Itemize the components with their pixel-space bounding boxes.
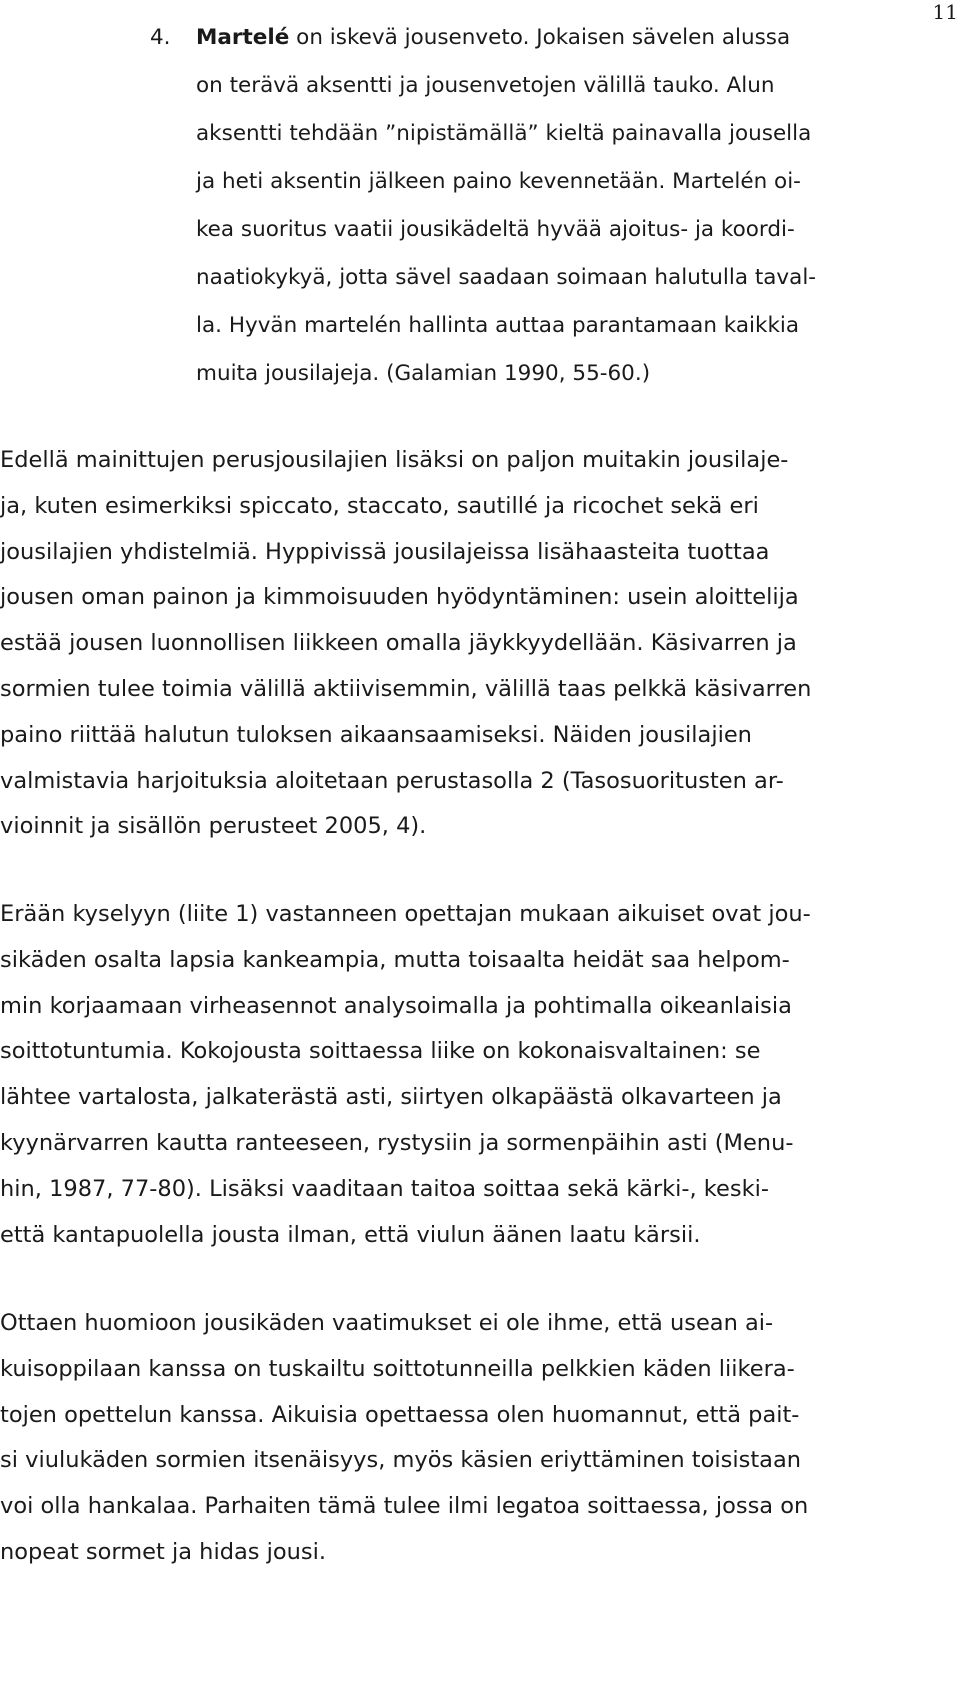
text-line: aksentti tehdään ”nipistämällä” kieltä painavalla jousella: [196, 121, 812, 146]
bold-term: Martelé: [196, 25, 290, 50]
text-line: lähtee vartalosta, jalkaterästä asti, siirtyen olkapäästä olkavarteen ja: [0, 1084, 782, 1111]
page-number: 11: [932, 0, 958, 24]
text-line: [196, 14, 936, 62]
text-line: min korjaamaan virheasennot analysoimalla ja pohtimalla oikeanlaisia: [0, 992, 792, 1019]
text-line: sikäden osalta lapsia kankeampia, mutta toisaalta heidät saa helpom-: [0, 946, 790, 973]
text-line: vioinnit ja sisällön perusteet 2005, 4).: [0, 813, 427, 840]
text-line: voi olla hankalaa. Parhaiten tämä tulee ilmi legatoa soittaessa, jossa on: [0, 1493, 809, 1520]
text-line: hin, 1987, 77-80). Lisäksi vaaditaan taitoa soittaa sekä kärki-, keski-: [0, 1175, 769, 1202]
text-line: nopeat sormet ja hidas jousi.: [0, 1538, 327, 1565]
text-line: tojen opettelun kanssa. Aikuisia opettaessa olen huomannut, että pait-: [0, 1401, 800, 1428]
text-line: on terävä aksentti ja jousenvetojen välillä tauko. Alun: [196, 73, 775, 98]
text-line: soittotuntumia. Kokojousta soittaessa liike on kokonaisvaltainen: se: [0, 1038, 761, 1065]
text-line: Edellä mainittujen perusjousilajien lisäksi on paljon muitakin jousilaje-: [0, 447, 789, 473]
list-item-number: 4.: [150, 25, 171, 50]
text-line: ja, kuten esimerkiksi spiccato, staccato, sautillé ja ricochet sekä eri: [0, 492, 759, 519]
paragraph-survey-adults: [0, 892, 950, 1258]
text-line: jousilajien yhdistelmiä. Hyppivissä jousilajeissa lisähaasteita tuottaa: [0, 538, 770, 565]
text-line: kea suoritus vaatii jousikädeltä hyvää ajoitus- ja koordi-: [196, 217, 795, 242]
text-line: kuisoppilaan kanssa on tuskailtu soittotunneilla pelkkien käden liikera-: [0, 1355, 795, 1382]
text-line: Erään kyselyyn (liite 1) vastanneen opettajan mukaan aikuiset ovat jou-: [0, 901, 811, 927]
text-line: valmistavia harjoituksia aloitetaan perustasolla 2 (Tasosuoritusten ar-: [0, 767, 784, 794]
text-line: ja heti aksentin jälkeen paino kevennetään. Martelén oi-: [196, 169, 801, 194]
text-line: la. Hyvän martelén hallinta auttaa parantamaan kaikkia: [196, 313, 800, 338]
list-item-text: [196, 14, 936, 398]
text-line: estää jousen luonnollisen liikkeen omalla jäykkyydellään. Käsivarren ja: [0, 630, 797, 657]
text-line: että kantapuolella jousta ilman, että viulun äänen laatu kärsii.: [0, 1221, 701, 1248]
paragraph-bowing-techniques: [0, 438, 950, 850]
paragraph-bow-hand-requirements: [0, 1301, 950, 1576]
numbered-list-item: [0, 14, 960, 398]
text-line: Ottaen huomioon jousikäden vaatimukset ei ole ihme, että usean ai-: [0, 1310, 774, 1336]
text-line: paino riittää halutun tuloksen aikaansaamiseksi. Näiden jousilajien: [0, 721, 752, 748]
text-line: jousen oman painon ja kimmoisuuden hyödyntäminen: usein aloittelija: [0, 584, 799, 611]
text-line: si viulukäden sormien itsenäisyys, myös käsien eriyttäminen toisistaan: [0, 1447, 802, 1474]
text-line: naatiokykyä, jotta sävel saadaan soimaan halutulla taval-: [196, 265, 817, 290]
text-line: kyynärvarren kautta ranteeseen, rystysiin ja sormenpäihin asti (Menu-: [0, 1129, 794, 1156]
text-line: muita jousilajeja. (Galamian 1990, 55-60.): [196, 361, 651, 386]
text-line: sormien tulee toimia välillä aktiivisemmin, välillä taas pelkkä käsivarren: [0, 675, 812, 702]
text-line-segment: on iskevä jousenveto. Jokaisen sävelen alussa: [289, 25, 791, 50]
